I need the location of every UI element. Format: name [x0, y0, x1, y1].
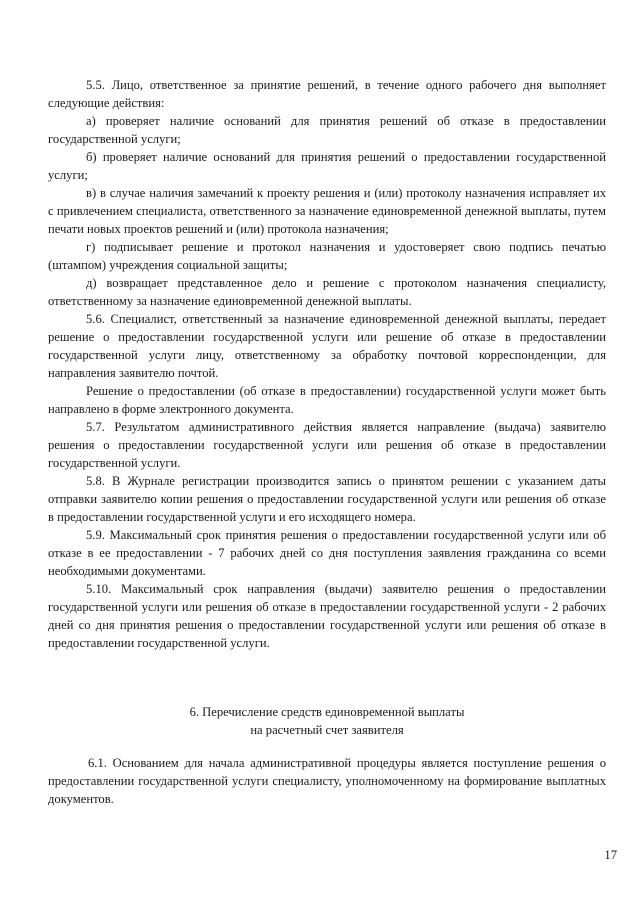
paragraph-5-5: 5.5. Лицо, ответственное за принятие решений, в течение одного рабочего дня выполняет следующие действия: [48, 78, 606, 110]
paragraph-5-5-a: а) проверяет наличие оснований для принятия решений об отказе в предоставлении государственной услуги; [48, 114, 606, 146]
paragraph-5-6: 5.6. Специалист, ответственный за назначение единовременной денежной выплаты, передает решение о предоставлении государственной услуги или решение об отказе в предоставлении государственной услуги лицу, ответственному за обработку почтовой корреспонденции, для направления заявителю почтой. [48, 312, 606, 380]
paragraph-5-7: 5.7. Результатом административного действия является направление (выдача) заявителю решения о предоставлении государственной услуги или решения об отказе в предоставлении государственной услуги. [48, 420, 606, 470]
page-number: 17 [604, 848, 617, 862]
paragraph-5-9: 5.9. Максимальный срок принятия решения о предоставлении государственной услуги или об отказе в ее предоставлении - 7 рабочих дней со дня поступления заявления гражданина со всеми необходимыми документами. [48, 528, 606, 578]
paragraph-5-5-g: г) подписывает решение и протокол назначения и удостоверяет свою подпись печатью (штампом) учреждения социальной защиты; [48, 240, 606, 272]
paragraph-5-10: 5.10. Максимальный срок направления (выдачи) заявителю решения о предоставлении государственной услуги или решения об отказе в предоставлении государственной услуги - 2 рабочих дней со дня принятия решения о предоставлении государственной услуги или решения об отказе в предоставлении государственной услуги. [48, 582, 606, 650]
section-heading [48, 703, 606, 739]
paragraph-5-8: 5.8. В Журнале регистрации производится запись о принятом решении с указанием даты отправки заявителю копии решения о предоставлении государственной услуги или решения об отказе в предоставлении государственной услуги и его исходящего номера. [48, 474, 606, 524]
document-body [48, 76, 606, 652]
paragraph-5-5-v: в) в случае наличия замечаний к проекту решения и (или) протоколу назначения исправляет их с привлечением специалиста, ответственного за назначение единовременной денежной выплаты, путем печати новых проектов решений и (или) протокола назначения; [48, 186, 606, 236]
paragraph-6-1: 6.1. Основанием для начала административной процедуры является поступление решения о предоставлении государственной услуги специалисту, уполномоченному на формирование выплатных документов. [48, 756, 606, 806]
section-heading-line1: 6. Перечисление средств единовременной выплаты [189, 705, 465, 719]
section-heading-line2: на расчетный счет заявителя [250, 723, 404, 737]
paragraph-electronic: Решение о предоставлении (об отказе в предоставлении) государственной услуги может быть направлено в форме электронного документа. [48, 384, 606, 416]
paragraph-5-5-d: д) возвращает представленное дело и решение с протоколом назначения специалисту, ответственному за назначение единовременной денежной выплаты. [48, 276, 606, 308]
paragraph-5-5-b: б) проверяет наличие оснований для принятия решений о предоставлении государственной услуги; [48, 150, 606, 182]
